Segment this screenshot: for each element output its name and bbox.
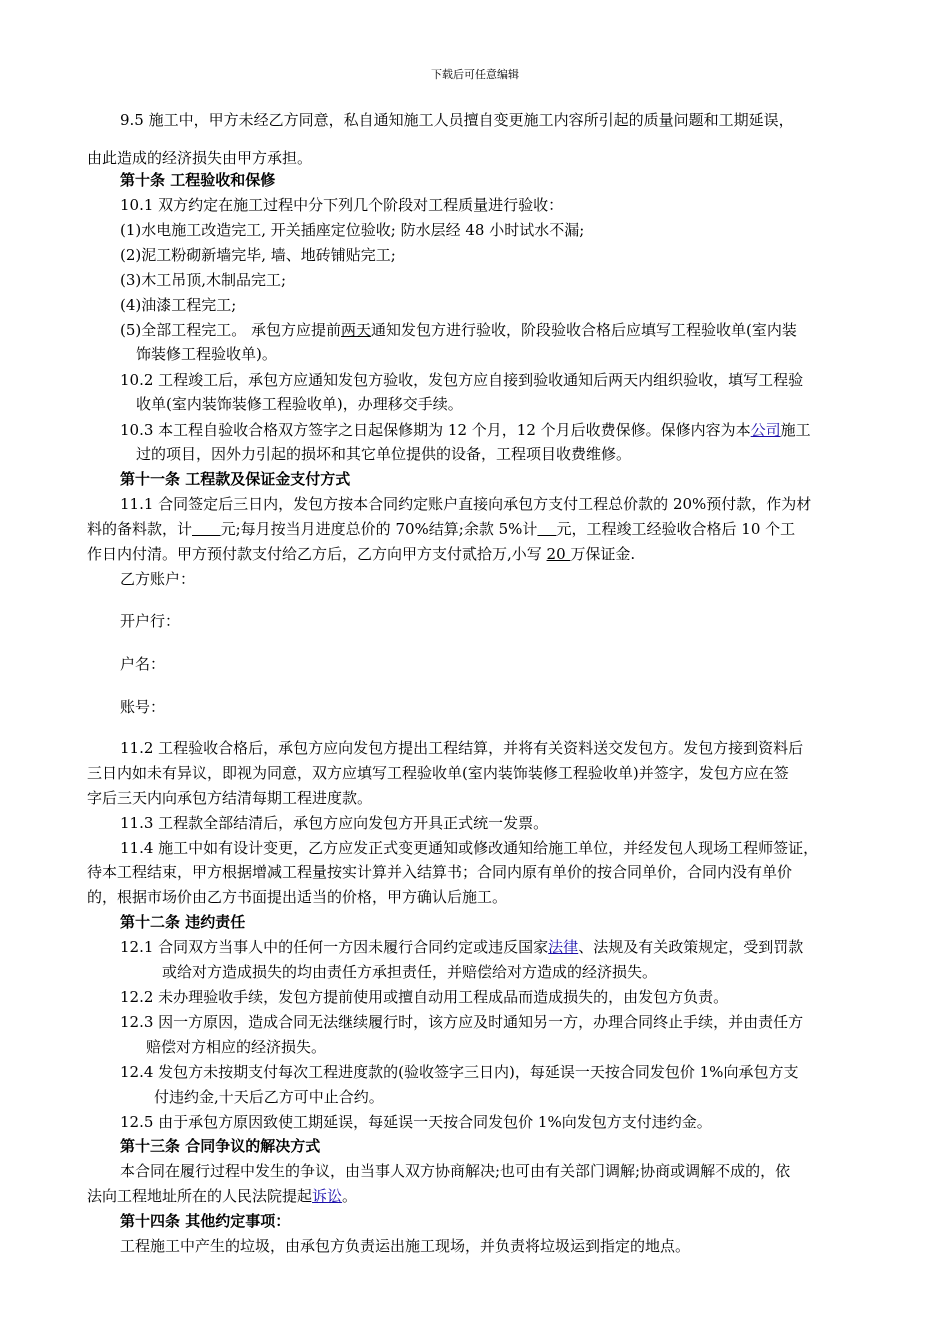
clause-10-2-line-2: 收单(室内装饰装修工程验收单)，办理移交手续。 — [136, 395, 463, 413]
clause-10-1: 10.1 双方约定在施工过程中分下列几个阶段对工程质量进行验收： — [120, 196, 564, 214]
clause-11-4-line-2: 待本工程结束，甲方根据增减工程量按实计算并入结算书；合同内原有单价的按合同单价，合同内没有单价 — [87, 863, 793, 881]
clause-10-3-line-2: 过的项目，因外力引起的损坏和其它单位提供的设备，工程项目收费维修。 — [136, 445, 632, 463]
clause-12-4-line-1: 12.4 发包方未按期支付每次工程进度款的(验收签字三日内)，每延误一天按合同发包价 1%向承包方支 — [120, 1063, 799, 1081]
clause-11-3: 11.3 工程款全部结清后，承包方应向发包方开具正式统一发票。 — [120, 814, 549, 832]
item-5-line-2: 饰装修工程验收单)。 — [136, 345, 277, 363]
account-label: 乙方账户： — [120, 570, 196, 588]
clause-11-2-line-2: 三日内如未有异议，即视为同意，双方应填写工程验收单(室内装饰装修工程验收单)并签字，发包方应在签 — [87, 764, 789, 782]
section-11-title: 第十一条 工程款及保证金支付方式 — [120, 470, 351, 488]
item-4: (4)油漆工程完工; — [120, 296, 237, 314]
page-header: 下载后可任意编辑 — [431, 68, 519, 81]
item-3: (3)木工吊顶,木制品完工; — [120, 271, 287, 289]
clause-12-4-line-2: 付违约金,十天后乙方可中止合约。 — [154, 1088, 384, 1106]
section-13-title: 第十三条 合同争议的解决方式 — [120, 1137, 321, 1155]
clause-12-1-line-1: 12.1 合同双方当事人中的任何一方因未履行合同约定或违反国家法律、法规及有关政策规定，受到罚款 — [120, 938, 804, 956]
deposit-amount: 20 — [546, 545, 571, 563]
clause-12-3-line-1: 12.3 因一方原因，造成合同无法继续履行时，该方应及时通知另一方，办理合同终止手续，并由责任方 — [120, 1013, 804, 1031]
clause-9-5-line-1: 9.5 施工中，甲方未经乙方同意，私自通知施工人员擅自变更施工内容所引起的质量问题和工期延误， — [120, 111, 794, 129]
clause-11-1-line-3: 作日内付清。甲方预付款支付给乙方后，乙方向甲方支付贰拾万,小写 20 万保证金. — [87, 545, 636, 563]
clause-12-5: 12.5 由于承包方原因致使工期延误，每延误一天按合同发包价 1%向发包方支付违约金。 — [120, 1113, 712, 1131]
section-12-title: 第十二条 违约责任 — [120, 913, 246, 931]
clause-11-2-line-3: 字后三天内向承包方结清每期工程进度款。 — [87, 789, 373, 807]
section-14-line-1: 工程施工中产生的垃圾，由承包方负责运出施工现场，并负责将垃圾运到指定的地点。 — [120, 1237, 691, 1255]
account-number-label: 账号： — [120, 698, 166, 716]
clause-11-2-line-1: 11.2 工程验收合格后，承包方应向发包方提出工程结算，并将有关资料送交发包方。发包方接到资料后 — [120, 739, 804, 757]
clause-11-4-line-3: 的，根据市场价由乙方书面提出适当的价格，甲方确认后施工。 — [87, 888, 508, 906]
advance-amount-blank — [192, 520, 221, 538]
bank-label: 开户行： — [120, 612, 181, 630]
clause-12-1-line-2: 或给对方造成损失的均由责任方承担责任，并赔偿给对方造成的经济损失。 — [162, 963, 658, 981]
balance-amount-blank — [537, 520, 556, 538]
clause-11-4-line-1: 11.4 施工中如有设计变更，乙方应发正式变更通知或修改通知给施工单位，并经发包人现场工程师签证， — [120, 839, 819, 857]
account-name-label: 户名： — [120, 655, 166, 673]
item-1: (1)水电施工改造完工, 开关插座定位验收; 防水层经 48 小时试水不漏; — [120, 221, 585, 239]
section-10-title: 第十条 工程验收和保修 — [120, 171, 276, 189]
clause-9-5-line-2: 由此造成的经济损失由甲方承担。 — [87, 149, 313, 167]
section-13-line-1: 本合同在履行过程中发生的争议，由当事人双方协商解决;也可由有关部门调解;协商或调解不成的，依 — [120, 1162, 791, 1180]
clause-12-3-line-2: 赔偿对方相应的经济损失。 — [146, 1038, 327, 1056]
section-13-line-2: 法向工程地址所在的人民法院提起诉讼。 — [87, 1187, 358, 1205]
company-link[interactable]: 公司 — [750, 421, 781, 439]
law-link[interactable]: 法律 — [548, 938, 579, 956]
clause-10-3-line-1: 10.3 本工程自验收合格双方签字之日起保修期为 12 个月，12 个月后收费保修。保修内容为本公司施工 — [120, 421, 811, 439]
clause-10-2-line-1: 10.2 工程竣工后，承包方应通知发包方验收，发包方应自接到验收通知后两天内组织验收，填写工程验 — [120, 371, 804, 389]
notice-days: 两天 — [341, 321, 372, 339]
clause-11-1-line-1: 11.1 合同签定后三日内，发包方按本合同约定账户直接向承包方支付工程总价款的 20%预付款，作为材 — [120, 495, 812, 513]
litigation-link[interactable]: 诉讼 — [312, 1187, 343, 1205]
clause-12-2: 12.2 未办理验收手续，发包方提前使用或擅自动用工程成品而造成损失的，由发包方负责。 — [120, 988, 729, 1006]
item-5-line-1: (5)全部工程完工。 承包方应提前两天通知发包方进行验收，阶段验收合格后应填写工程验收单(室内装 — [120, 321, 797, 339]
clause-11-1-line-2: 料的备料款，计 元;每月按当月进度总价的 70%结算;余款 5%计 元，工程竣工经验收合格后 10 个工 — [87, 520, 796, 538]
item-2: (2)泥工粉砌新墙完毕, 墙、地砖铺贴完工; — [120, 246, 396, 264]
section-14-title: 第十四条 其他约定事项： — [120, 1212, 291, 1230]
